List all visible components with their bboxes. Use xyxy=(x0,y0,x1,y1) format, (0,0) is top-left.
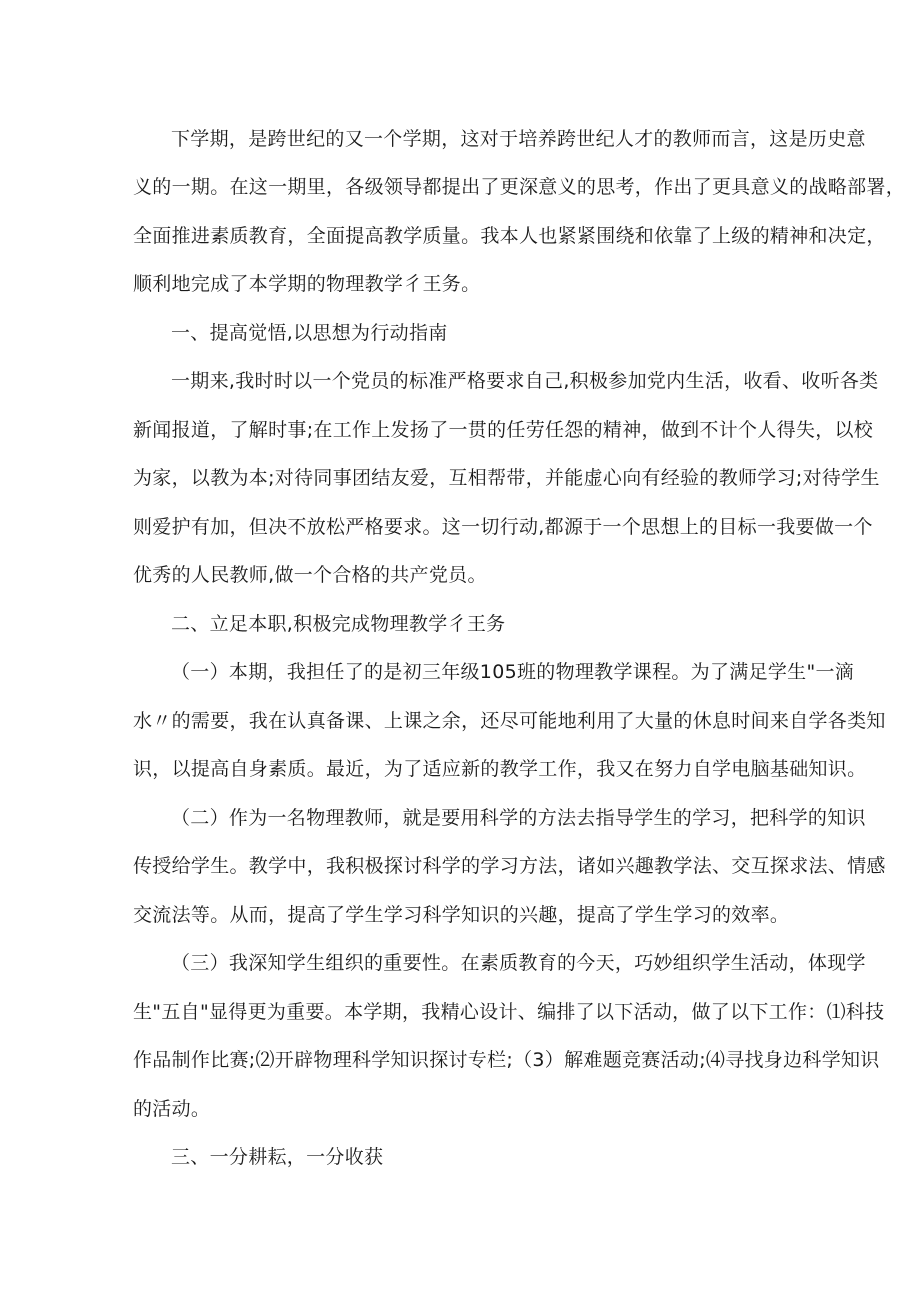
paragraph-1-line-3: 全面推进素质教育，全面提高教学质量。我本人也紧紧围绕和依靠了上级的精神和决定， xyxy=(133,225,886,247)
paragraph-1-line-1: 下学期，是跨世纪的又一个学期，这对于培养跨世纪人才的教师而言，这是历史意 xyxy=(171,128,866,150)
paragraph-1-line-4: 顺利地完成了本学期的物理教学彳王务。 xyxy=(133,273,481,295)
paragraph-5-line-1: （三）我深知学生组织的重要性。在素质教育的今天，巧妙组织学生活动，体现学 xyxy=(171,952,866,974)
paragraph-5-line-3: 作品制作比赛;⑵开辟物理科学知识探讨专栏;（3）解难题竞赛活动;⑷寻找身边科学知识 xyxy=(133,1049,880,1071)
section-heading-2: 二、立足本职,积极完成物理教学彳王务 xyxy=(171,613,506,635)
paragraph-5-line-4: 的活动。 xyxy=(133,1098,211,1120)
paragraph-4-line-1: （二）作为一名物理教师，就是要用科学的方法去指导学生的学习，把科学的知识 xyxy=(171,807,866,829)
paragraph-2-line-3: 为家，以教为本;对待同事团结友爱，互相帮带，并能虚心向有经验的教师学习;对待学生 xyxy=(133,467,880,489)
paragraph-3-line-1: （一）本期，我担任了的是初三年级105班的物理教学课程。为了满足学生"一滴 xyxy=(171,661,855,683)
section-heading-1: 一、提高觉悟,以思想为行动指南 xyxy=(171,322,448,344)
paragraph-1-line-2: 义的一期。在这一期里，各级领导都提出了更深意义的思考，作出了更具意义的战略部署， xyxy=(133,176,906,198)
paragraph-2-line-4: 则爱护有加，但决不放松严格要求。这一切行动,都源于一个思想上的目标一我要做一个 xyxy=(133,516,873,538)
section-heading-3: 三、一分耕耘，一分收获 xyxy=(171,1146,384,1168)
paragraph-4-line-3: 交流法等。从而，提高了学生学习科学知识的兴趣，提高了学生学习的效率。 xyxy=(133,904,790,926)
paragraph-5-line-2: 生"五自"显得更为重要。本学期，我精心设计、编排了以下活动，做了以下工作：⑴科技 xyxy=(133,1001,885,1023)
paragraph-2-line-2: 新闻报道，了解时事;在工作上发扬了一贯的任劳任怨的精神，做到不计个人得失，以校 xyxy=(133,419,874,441)
paragraph-3-line-3: 识，以提高自身素质。最近，为了适应新的教学工作，我又在努力自学电脑基础知识。 xyxy=(133,758,867,780)
paragraph-2-line-1: 一期来,我时时以一个党员的标准严格要求自己,积极参加党内生活，收看、收听各类 xyxy=(171,370,879,392)
paragraph-3-line-2: 水〃的需要，我在认真备课、上课之余，还尽可能地利用了大量的休息时间来自学各类知 xyxy=(133,710,886,732)
paragraph-2-line-5: 优秀的人民教师,做一个合格的共产党员。 xyxy=(133,564,487,586)
paragraph-4-line-2: 传授给学生。教学中，我积极探讨科学的学习方法，诸如兴趣教学法、交互探求法、情感 xyxy=(133,855,886,877)
